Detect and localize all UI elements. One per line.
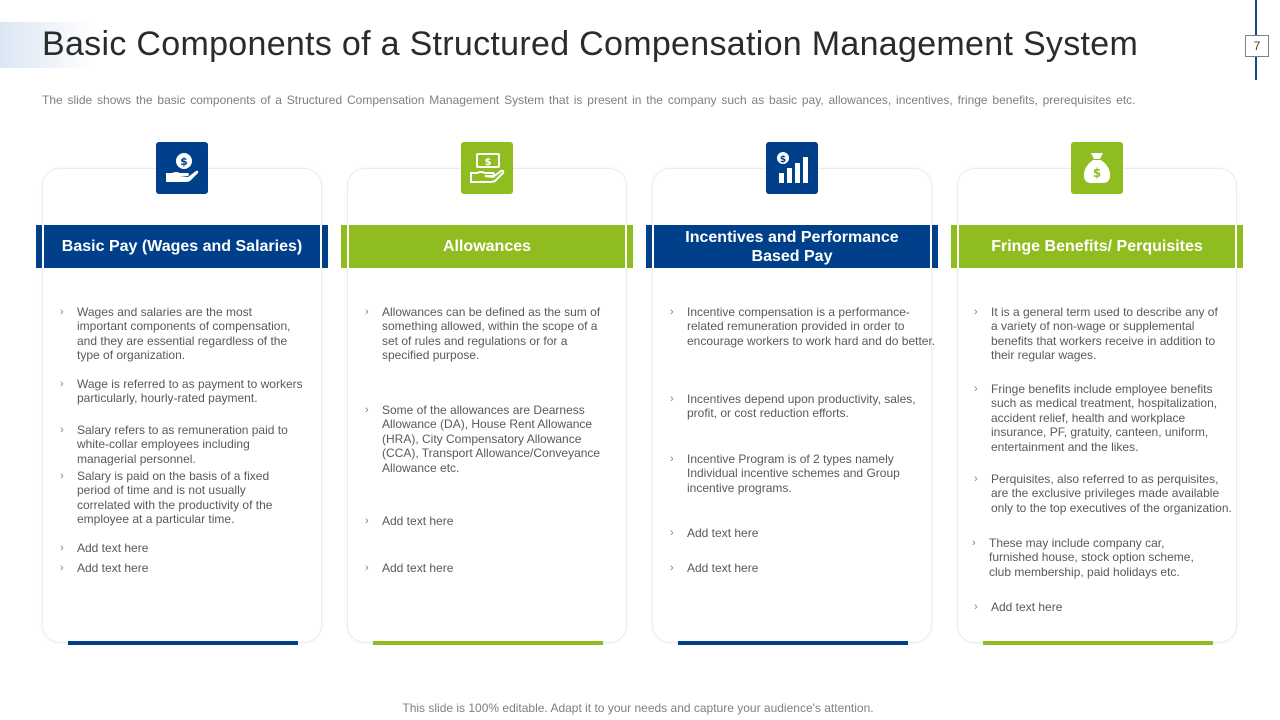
hand-cash-icon [461,142,513,194]
bullet-item: › Perquisites, also referred to as perquisites, are the exclusive privileges made available only to the top executives of the organization. [974,472,1232,515]
bullet-item: › Wage is referred to as payment to workers particularly, hourly-rated payment. [60,377,303,406]
card-bottom-bar [983,641,1213,645]
svg-text:$: $ [180,155,188,168]
page-number: 7 [1245,35,1269,57]
svg-text:$: $ [484,157,492,168]
slide-subtitle: The slide shows the basic components of a Structured Compensation Management System that is present in the company such as basic pay, allowances, incentives, fringe benefits, prerequisites etc. [42,93,1136,107]
hand-dollar-icon [156,142,208,194]
svg-text:$: $ [1092,166,1102,180]
card-bottom-bar [678,641,908,645]
bullet-item: › Add text here [974,600,1063,614]
bullet-item: › Add text here [670,526,759,540]
column-header-basic-pay: Basic Pay (Wages and Salaries) [36,225,328,268]
column-header-incentives: Incentives and Performance Based Pay [646,225,938,268]
bullet-item: › Incentive compensation is a performance-related remuneration provided in order to encourage workers to work hard and do better. [670,305,936,348]
money-bag-icon [1071,142,1123,194]
svg-text:$: $ [779,155,787,165]
slide-footer: This slide is 100% editable. Adapt it to your needs and capture your audience's attention. [402,701,874,715]
column-header-allowances: Allowances [341,225,633,268]
bullet-item: › Add text here [60,541,149,555]
bullet-item: › Wages and salaries are the most important components of compensation, and they are essential regardless of the type of organization. [60,305,291,363]
bullet-item: › Incentive Program is of 2 types namely Individual incentive schemes and Group incentive programs. [670,452,900,495]
bullet-item: › These may include company car, furnished house, stock option scheme, club membership, paid holidays etc. [972,536,1194,579]
bullet-item: › Add text here [670,561,759,575]
card-bottom-bar [68,641,298,645]
bar-chart-dollar-icon [766,142,818,194]
bullet-item: › Add text here [365,514,454,528]
bullet-item: › Some of the allowances are Dearness Allowance (DA), House Rent Allowance (HRA), City Compensatory Allowance (CCA), Transport Allowance/Conveyance Allowance etc. [365,403,601,475]
bullet-item: › Fringe benefits include employee benefits such as medical treatment, hospitalization, accident relief, health and workplace insurance, PF, gratuity, canteen, uniform, entertainment and the likes. [974,382,1218,454]
bullet-item: › Add text here [365,561,454,575]
bullet-item: › Incentives depend upon productivity, sales, profit, or cost reduction efforts. [670,392,916,421]
slide-title: Basic Components of a Structured Compensation Management System [42,25,1139,63]
bullet-item: › Allowances can be defined as the sum of something allowed, within the scope of a set of rules and regulations or for a specified purpose. [365,305,601,363]
bullet-item: › Add text here [60,561,149,575]
bullet-item: › It is a general term used to describe any of a variety of non-wage or supplemental benefits that workers receive in addition to their regular wages. [974,305,1218,363]
bullet-item: › Salary is paid on the basis of a fixed period of time and is not usually correlated with the productivity of the employee at a particular time. [60,469,273,527]
column-header-fringe-benefits: Fringe Benefits/ Perquisites [951,225,1243,268]
bullet-item: › Salary refers to as remuneration paid to white-collar employees including managerial personnel. [60,423,288,466]
card-bottom-bar [373,641,603,645]
